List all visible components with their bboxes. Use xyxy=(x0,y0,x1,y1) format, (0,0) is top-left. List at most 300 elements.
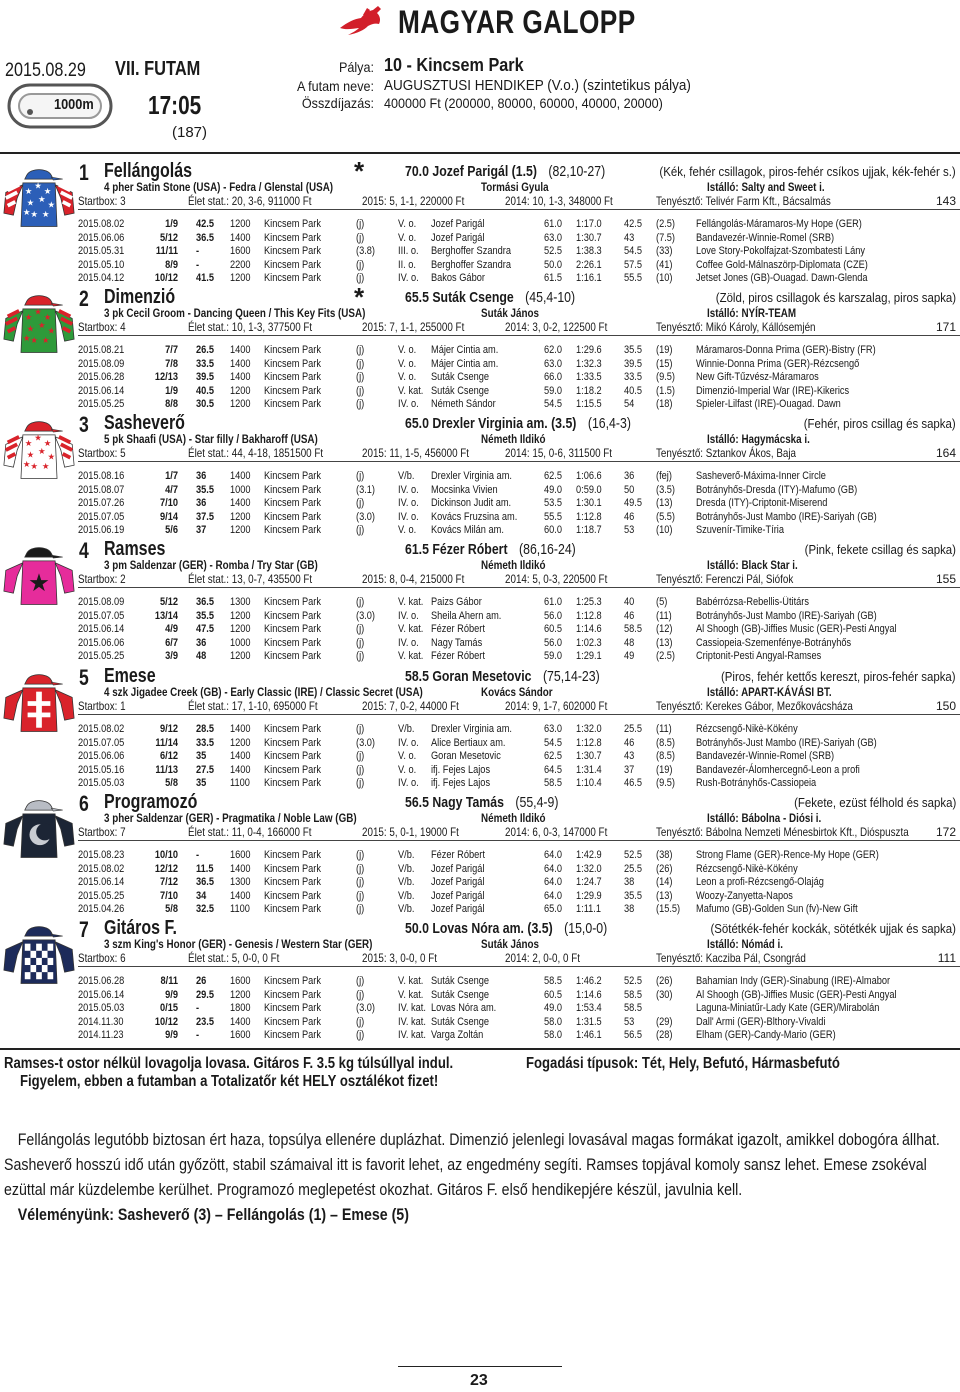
star-mark: * xyxy=(354,156,365,186)
run-date: 2015.06.06 xyxy=(78,231,125,244)
past-run-row xyxy=(0,398,960,411)
run-rtg: 46 xyxy=(624,510,635,523)
run-jockey: Berghoffer Szandra xyxy=(431,258,511,271)
run-going: (j) xyxy=(356,723,365,735)
run-jockey: Fézer Róbert xyxy=(431,849,485,861)
run-place: 10/10 xyxy=(154,849,178,861)
run-jockey: Jozef Parigál xyxy=(431,889,485,902)
run-cls: V. kat. xyxy=(398,596,424,608)
run-place: 5/6 xyxy=(165,524,178,536)
run-jockey: Jozef Parigál xyxy=(431,903,485,915)
run-time: 1:12.8 xyxy=(576,736,602,749)
jockey-weight xyxy=(405,415,631,432)
run-place: 7/12 xyxy=(160,876,178,888)
run-weight: 36 xyxy=(196,636,207,649)
svg-text:★: ★ xyxy=(22,333,31,344)
run-track: Kincsem Park xyxy=(264,988,322,1001)
run-weight: 34 xyxy=(196,889,207,902)
run-jockey: Bakos Gábor xyxy=(431,272,485,284)
entry-2 xyxy=(0,282,960,410)
breeder: Tenyésztő: Mikó Károly, Kállósemjén xyxy=(656,320,816,334)
run-date: 2014.11.23 xyxy=(78,1029,124,1041)
rating: 172 xyxy=(935,825,956,839)
svg-text:★: ★ xyxy=(41,209,50,220)
jockey-main: 70.0 Jozef Parigál (1.5) xyxy=(405,163,537,180)
run-rtg: 38 xyxy=(624,876,635,888)
entry-separator xyxy=(78,587,960,588)
run-weight: 33.5 xyxy=(196,736,214,749)
run-rtg: 54 xyxy=(624,398,635,410)
run-time: 1:32.0 xyxy=(576,723,602,735)
stats-2015: 2015: 3, 0-0, 0 Ft xyxy=(362,951,437,965)
horse-name: Sasheverő xyxy=(104,412,185,434)
pedigree: 3 pk Cecil Groom - Dancing Queen / This Key Fits (USA) xyxy=(104,306,366,320)
run-cls: V/b. xyxy=(398,876,415,888)
run-going: (j) xyxy=(356,876,365,888)
run-dist: 1400 xyxy=(230,1015,251,1028)
run-date: 2015.06.06 xyxy=(78,636,125,649)
pedigree: 3 pm Saldenzar (GER) - Romba / Try Star (GB) xyxy=(104,558,318,572)
run-jockey: Suták Csenge xyxy=(431,1015,490,1028)
run-date: 2015.06.28 xyxy=(78,975,125,987)
breeder: Tenyésztő: Kacziba Pál, Csongrád xyxy=(656,951,806,965)
jockey-stats: (55,4-9) xyxy=(515,794,559,811)
run-odds: (14) xyxy=(656,876,673,888)
horse-number: 2 xyxy=(79,286,89,311)
run-jockey: Suták Csenge xyxy=(431,975,490,987)
pedigree: 3 pher Saldenzar (GER) - Pragmatika / Noble Law (GB) xyxy=(104,811,357,825)
horse-name: Fellángolás xyxy=(104,160,193,182)
run-time: 1:29.1 xyxy=(576,650,602,662)
past-run-row xyxy=(0,650,960,663)
run-jockey: Dickinson Judit am. xyxy=(431,497,512,509)
past-run-row xyxy=(0,737,960,750)
run-odds: (9.5) xyxy=(656,777,676,789)
jockey-stats: (86,16-24) xyxy=(519,541,576,558)
run-cls: II. o. xyxy=(398,258,416,271)
run-cls: V. o. xyxy=(398,750,417,762)
run-date: 2015.07.26 xyxy=(78,497,125,509)
run-odds: (5.5) xyxy=(656,510,676,523)
run-time: 1:10.4 xyxy=(576,777,602,789)
horse-name: Programozó xyxy=(104,791,198,813)
run-rtg: 35.5 xyxy=(624,889,642,902)
run-cls: V/b. xyxy=(398,903,415,915)
run-cls: IV. o. xyxy=(398,483,419,496)
run-time: 1:24.7 xyxy=(576,876,602,888)
startbox: Startbox: 2 xyxy=(78,572,126,586)
run-jockey: Sheila Ahern am. xyxy=(431,609,502,622)
run-place: 3/9 xyxy=(165,650,178,662)
run-track: Kincsem Park xyxy=(264,636,322,649)
silk-colors: (Fekete, ezüst félhold és sapka) xyxy=(793,795,956,810)
past-run-row xyxy=(0,470,960,483)
run-odds: (9.5) xyxy=(656,371,676,383)
footer-bet-types: Fogadási típusok: Tét, Hely, Befutó, Hármasbefutó xyxy=(526,1055,840,1072)
run-kg: 49.0 xyxy=(544,1002,562,1014)
race-name-value: AUGUSZTUSI HENDIKEP (V.o.) (szintetikus pálya) xyxy=(384,77,691,94)
run-weight: 35 xyxy=(196,750,207,762)
breeder: Tenyésztő: Telivér Farm Kft., Bácsalmás xyxy=(656,194,831,208)
run-kg: 63.0 xyxy=(544,231,562,244)
run-kg: 59.0 xyxy=(544,384,562,397)
stable: Istálló: Bábolna - Diósi i. xyxy=(707,811,822,825)
run-rtg: 25.5 xyxy=(624,723,642,735)
life-stats: Élet stat.: 11, 0-4, 166000 Ft xyxy=(188,825,312,839)
stats-2014: 2014: 10, 1-3, 348000 Ft xyxy=(505,194,613,208)
run-going: (j) xyxy=(356,975,365,987)
run-track: Kincsem Park xyxy=(264,344,322,356)
run-weight: 26.5 xyxy=(196,344,214,356)
run-jockey: Varga Zoltán xyxy=(431,1029,484,1041)
run-jockey: Suták Csenge xyxy=(431,988,490,1001)
run-rtg: 58.5 xyxy=(624,1002,642,1014)
run-kg: 62.0 xyxy=(544,344,562,356)
past-run-row xyxy=(0,890,960,903)
horse-number: 7 xyxy=(79,917,89,942)
run-weight: 42.5 xyxy=(196,218,214,230)
run-result: Cassiopeia-Szemenfénye-Botrányhős xyxy=(696,636,852,649)
run-rtg: 38 xyxy=(624,903,635,915)
run-jockey: Kovács Fruzsina am. xyxy=(431,510,518,523)
run-place: 5/8 xyxy=(165,777,178,789)
pedigree: 4 pher Satin Stone (USA) - Fedra / Glenstal (USA) xyxy=(104,180,334,194)
run-kg: 58.0 xyxy=(544,1029,562,1041)
run-dist: 1100 xyxy=(230,777,250,789)
run-weight: 36.5 xyxy=(196,876,214,888)
svg-text:★: ★ xyxy=(38,193,46,204)
run-place: 5/8 xyxy=(165,903,178,915)
run-result: Bandavezér-Álomhercegnő-Leon a profi xyxy=(696,763,860,776)
run-odds: (3.5) xyxy=(656,483,676,496)
horse-name: Emese xyxy=(104,665,156,687)
page-rule xyxy=(398,1366,562,1367)
life-stats: Élet stat.: 20, 3-6, 911000 Ft xyxy=(188,194,312,208)
run-result: Al Shoogh (GB)-Jiffies Music (GER)-Pesti Angyal xyxy=(696,623,897,635)
run-result: Love Story-Pokolfajzat-Szombatesti Lány xyxy=(696,245,865,257)
run-result: Elham (GER)-Candy-Mario (GER) xyxy=(696,1029,836,1041)
stable: Istálló: Nómád i. xyxy=(707,937,784,951)
run-dist: 1600 xyxy=(230,975,251,987)
run-date: 2015.08.02 xyxy=(78,218,125,230)
footer-note-weights: Ramses-t ostor nélkül lovagolja lovasa. Gitáros F. 3.5 kg túlsúllyal indul. xyxy=(4,1055,454,1072)
startbox: Startbox: 4 xyxy=(78,320,126,334)
stats-2015: 2015: 5, 0-1, 19000 Ft xyxy=(362,825,459,839)
run-result: Strong Flame (GER)-Rence-My Hope (GER) xyxy=(696,849,879,861)
run-time: 1:14.6 xyxy=(576,623,602,635)
run-weight: 40.5 xyxy=(196,384,214,397)
rating: 155 xyxy=(935,572,956,586)
past-run-row xyxy=(0,777,960,790)
run-dist: 1200 xyxy=(230,623,251,635)
svg-text:★: ★ xyxy=(30,209,39,220)
run-track: Kincsem Park xyxy=(264,470,322,482)
run-kg: 64.0 xyxy=(544,876,562,888)
trainer: Németh Ildikó xyxy=(481,432,546,446)
run-result: Bahamian Indy (GER)-Sinabung (IRE)-Almabor xyxy=(696,975,891,987)
run-track: Kincsem Park xyxy=(264,736,322,749)
svg-text:★: ★ xyxy=(26,449,35,460)
run-cls: IV. o. xyxy=(398,609,419,622)
run-cls: IV. o. xyxy=(398,272,419,284)
run-odds: (10) xyxy=(656,272,673,284)
pedigree: 5 pk Shaafi (USA) - Star filly / Bakharoff (USA) xyxy=(104,432,318,446)
run-date: 2015.05.25 xyxy=(78,650,125,662)
run-rtg: 43 xyxy=(624,750,635,762)
run-cls: V/b. xyxy=(398,849,415,861)
run-result: Leon a profi-Rézcsengő-Olajág xyxy=(696,876,824,888)
past-run-row xyxy=(0,272,960,285)
past-run-row xyxy=(0,723,960,736)
svg-text:★: ★ xyxy=(34,432,42,443)
run-kg: 58.5 xyxy=(544,975,562,987)
svg-text:★: ★ xyxy=(30,461,39,472)
run-cls: V. o. xyxy=(398,763,417,776)
run-track: Kincsem Park xyxy=(264,398,322,410)
run-track: Kincsem Park xyxy=(264,750,322,762)
run-result: Criptonit-Pesti Angyal-Ramses xyxy=(696,650,822,662)
run-weight: 36.5 xyxy=(196,231,214,244)
run-date: 2015.06.06 xyxy=(78,750,125,762)
run-date: 2015.06.14 xyxy=(78,623,125,635)
run-weight: 11.5 xyxy=(196,862,214,875)
run-cls: IV. o. xyxy=(398,510,419,523)
run-jockey: Berghoffer Szandra xyxy=(431,245,511,257)
svg-text:★: ★ xyxy=(24,312,33,323)
run-date: 2015.05.31 xyxy=(78,245,125,257)
run-rtg: 58.5 xyxy=(624,988,642,1001)
track-badge xyxy=(6,82,114,130)
svg-text:★: ★ xyxy=(26,197,35,208)
run-dist: 1400 xyxy=(230,497,251,509)
run-result: Máramaros-Donna Prima (GER)-Bistry (FR) xyxy=(696,344,876,356)
run-going: (j) xyxy=(356,524,365,536)
run-rtg: 36 xyxy=(624,470,635,482)
run-result: Dimenzió-Imperial War (IRE)-Kikerics xyxy=(696,384,850,397)
past-run-row xyxy=(0,1002,960,1015)
run-cls: III. o. xyxy=(398,245,419,257)
run-going: (j) xyxy=(356,218,365,230)
run-cls: V. o. xyxy=(398,231,417,244)
run-cls: V. o. xyxy=(398,524,417,536)
run-odds: (41) xyxy=(656,258,673,271)
run-track: Kincsem Park xyxy=(264,272,322,284)
run-kg: 54.5 xyxy=(544,736,562,749)
jockey-main: 56.5 Nagy Tamás xyxy=(405,794,504,811)
run-kg: 64.0 xyxy=(544,849,562,861)
run-track: Kincsem Park xyxy=(264,497,322,509)
jockey-stats: (16,4-3) xyxy=(587,415,631,432)
run-date: 2015.08.23 xyxy=(78,849,125,861)
run-dist: 1200 xyxy=(230,398,251,410)
jockey-weight xyxy=(405,163,605,180)
run-jockey: Jozef Parigál xyxy=(431,862,485,875)
silk-colors: (Fehér, piros csillag és sapka) xyxy=(804,416,956,431)
run-jockey: Lovas Nóra am. xyxy=(431,1002,497,1014)
logo-emblem xyxy=(334,2,390,40)
preview-text: Fellángolás legutóbb biztosan ért haza, topsúlya ellenére duplázhat. Dimenzió jelenlegi lovasával magas formákat igazolt, amikkel dobogóra állhat. Sasheverő hosszú idő után győzött, stabil számaival itt is favorit lehet, az engedmény segíti. Ramses topjával komoly sansz lehet. Emese zsokéval ezüttal már küzdelembe kerülhet. Programozó meglepetést okozhat. Gitáros F. első hendikepjére készül, javulnia kell. xyxy=(4,1131,940,1199)
venue-value: 10 - Kincsem Park xyxy=(384,55,524,75)
run-odds: (11) xyxy=(656,723,672,735)
opinion: Véleményünk: Sasheverő (3) – Fellángolás (1) – Emese (5) xyxy=(17,1206,409,1224)
run-result: Jetset Jones (GB)-Ouagad. Dawn-Glenda xyxy=(696,272,868,284)
run-cls: V/b. xyxy=(398,889,415,902)
run-place: 9/9 xyxy=(165,988,178,1001)
run-cls: IV. kat. xyxy=(398,1015,426,1028)
brand-title: MAGYAR GALOPP xyxy=(398,4,636,40)
run-odds: (30) xyxy=(656,988,673,1001)
run-time: 1:30.7 xyxy=(576,750,602,762)
run-rtg: 37 xyxy=(624,763,635,776)
stable: Istálló: APART-KÁVÁSI BT. xyxy=(707,685,832,699)
breeder: Tenyésztő: Sztankov Ákos, Baja xyxy=(656,446,797,460)
past-run-row xyxy=(0,1029,960,1042)
run-place: 11/14 xyxy=(155,736,178,749)
run-cls: V. kat. xyxy=(398,384,424,397)
run-rtg: 56.5 xyxy=(624,1029,642,1041)
stats-2014: 2014: 5, 0-3, 220500 Ft xyxy=(505,572,608,586)
entry-separator xyxy=(78,714,960,715)
breeder: Tenyésztő: Bábolna Nemzeti Ménesbirtok Kft., Dióspuszta xyxy=(656,825,909,839)
run-track: Kincsem Park xyxy=(264,849,322,861)
run-track: Kincsem Park xyxy=(264,357,322,370)
run-rtg: 50 xyxy=(624,483,635,496)
race-preview xyxy=(4,1128,960,1228)
run-dist: 1200 xyxy=(230,988,251,1001)
run-jockey: ifj. Fejes Lajos xyxy=(431,763,491,776)
past-run-row xyxy=(0,344,960,357)
run-jockey: ifj. Fejes Lajos xyxy=(431,777,491,789)
past-run-row xyxy=(0,903,960,916)
run-rtg: 25.5 xyxy=(624,862,642,875)
run-odds: (26) xyxy=(656,862,673,875)
rating: 164 xyxy=(935,446,956,460)
run-going: (j) xyxy=(356,862,365,875)
prize-value: 400000 Ft (200000, 80000, 60000, 40000, 20000) xyxy=(384,95,663,111)
run-weight: 39.5 xyxy=(196,371,214,383)
run-weight: 27.5 xyxy=(196,763,214,776)
stats-2014: 2014: 2, 0-0, 0 Ft xyxy=(505,951,580,965)
run-track: Kincsem Park xyxy=(264,609,322,622)
run-time: 1:25.3 xyxy=(576,596,602,608)
star-mark: * xyxy=(354,282,365,312)
run-time: 1:29.9 xyxy=(576,889,602,902)
stats-2014: 2014: 9, 1-7, 602000 Ft xyxy=(505,699,608,713)
run-going: (j) xyxy=(356,750,365,762)
run-rtg: 52.5 xyxy=(624,849,642,861)
run-dist: 1400 xyxy=(230,357,251,370)
run-track: Kincsem Park xyxy=(264,876,322,888)
run-track: Kincsem Park xyxy=(264,650,322,662)
run-jockey: Kovács Milán am. xyxy=(431,524,504,536)
past-run-row xyxy=(0,484,960,497)
run-cls: V. kat. xyxy=(398,650,424,662)
rating: 171 xyxy=(935,320,956,334)
run-cls: V/b. xyxy=(398,723,415,735)
run-dist: 1200 xyxy=(230,218,251,230)
run-going: (j) xyxy=(356,1015,365,1028)
run-weight: - xyxy=(196,1002,200,1014)
run-time: 1:38.3 xyxy=(576,245,602,257)
stats-2015: 2015: 7, 0-2, 44000 Ft xyxy=(362,699,459,713)
run-weight: 29.5 xyxy=(196,988,214,1001)
run-odds: (33) xyxy=(656,245,673,257)
run-going: (j) xyxy=(356,889,365,902)
run-date: 2015.08.09 xyxy=(78,596,125,608)
run-result: Botrányhős-Dresda (ITY)-Mafumo (GB) xyxy=(696,483,858,496)
run-cls: V. o. xyxy=(398,357,417,370)
run-rtg: 46 xyxy=(624,736,635,749)
stats-2015: 2015: 7, 1-1, 255000 Ft xyxy=(362,320,465,334)
run-cls: V. kat. xyxy=(398,988,424,1001)
past-run-row xyxy=(0,497,960,510)
run-kg: 55.5 xyxy=(544,510,562,523)
svg-text:★: ★ xyxy=(24,186,33,197)
past-run-row xyxy=(0,637,960,650)
life-stats: Élet stat.: 17, 1-10, 695000 Ft xyxy=(188,699,318,713)
run-dist: 1400 xyxy=(230,231,251,244)
run-time: 1:29.6 xyxy=(576,344,602,356)
run-going: (j) xyxy=(356,497,365,509)
run-dist: 1400 xyxy=(230,371,251,383)
silk-colors: (Kék, fehér csillagok, piros-fehér csíkos ujjak, kék-fehér s.) xyxy=(659,164,956,179)
race-time: 17:05 xyxy=(148,90,202,120)
run-result: Dresda (ITY)-Criptonit-Miserend xyxy=(696,497,828,509)
startbox: Startbox: 6 xyxy=(78,951,126,965)
silk-colors: (Pink, fekete csillag és sapka) xyxy=(804,542,956,557)
entry-separator xyxy=(78,966,960,967)
jockey-weight xyxy=(405,541,576,558)
race-date: 2015.08.29 xyxy=(5,60,86,81)
run-dist: 1400 xyxy=(230,470,251,482)
run-result: Coffee Gold-Málnaszörp-Diplomata (CZE) xyxy=(696,258,868,271)
run-track: Kincsem Park xyxy=(264,596,322,608)
run-jockey: Fézer Róbert xyxy=(431,623,485,635)
run-odds: (8.5) xyxy=(656,750,676,762)
run-place: 1/9 xyxy=(165,384,178,397)
horse-number: 6 xyxy=(79,791,89,816)
run-going: (j) xyxy=(356,258,365,271)
run-time: 1:11.1 xyxy=(576,903,602,915)
run-track: Kincsem Park xyxy=(264,371,322,383)
run-odds: (26) xyxy=(656,975,673,987)
run-kg: 61.5 xyxy=(544,272,562,284)
run-odds: (19) xyxy=(656,344,673,356)
run-track: Kincsem Park xyxy=(264,889,322,902)
run-track: Kincsem Park xyxy=(264,623,322,635)
run-going: (j) xyxy=(356,384,365,397)
svg-text:★: ★ xyxy=(22,207,31,218)
run-place: 13/14 xyxy=(154,609,178,622)
run-place: 9/12 xyxy=(160,723,178,735)
run-track: Kincsem Park xyxy=(264,510,322,523)
run-place: 7/10 xyxy=(160,497,178,509)
breeder: Tenyésztő: Kerekes Gábor, Mezőkovácsháza xyxy=(656,699,853,713)
life-stats: Élet stat.: 10, 1-3, 377500 Ft xyxy=(188,320,313,334)
run-rtg: 43 xyxy=(624,231,635,244)
run-result: Bandavezér-Winnie-Romel (SRB) xyxy=(696,231,835,244)
run-track: Kincsem Park xyxy=(264,231,322,244)
run-jockey: Drexler Virginia am. xyxy=(431,470,512,482)
run-date: 2015.04.12 xyxy=(78,272,125,284)
entry-4 xyxy=(0,538,960,662)
run-result: Mafumo (GB)-Golden Sun (fv)-New Gift xyxy=(696,903,858,915)
run-result: Dall' Armi (GER)-Blthory-Vivaldi xyxy=(696,1015,826,1028)
past-run-row xyxy=(0,259,960,272)
run-result: Al Shoogh (GB)-Jiffies Music (GER)-Pesti Angyal xyxy=(696,988,897,1001)
horse-number: 1 xyxy=(79,160,89,185)
run-odds: (13) xyxy=(656,497,673,509)
